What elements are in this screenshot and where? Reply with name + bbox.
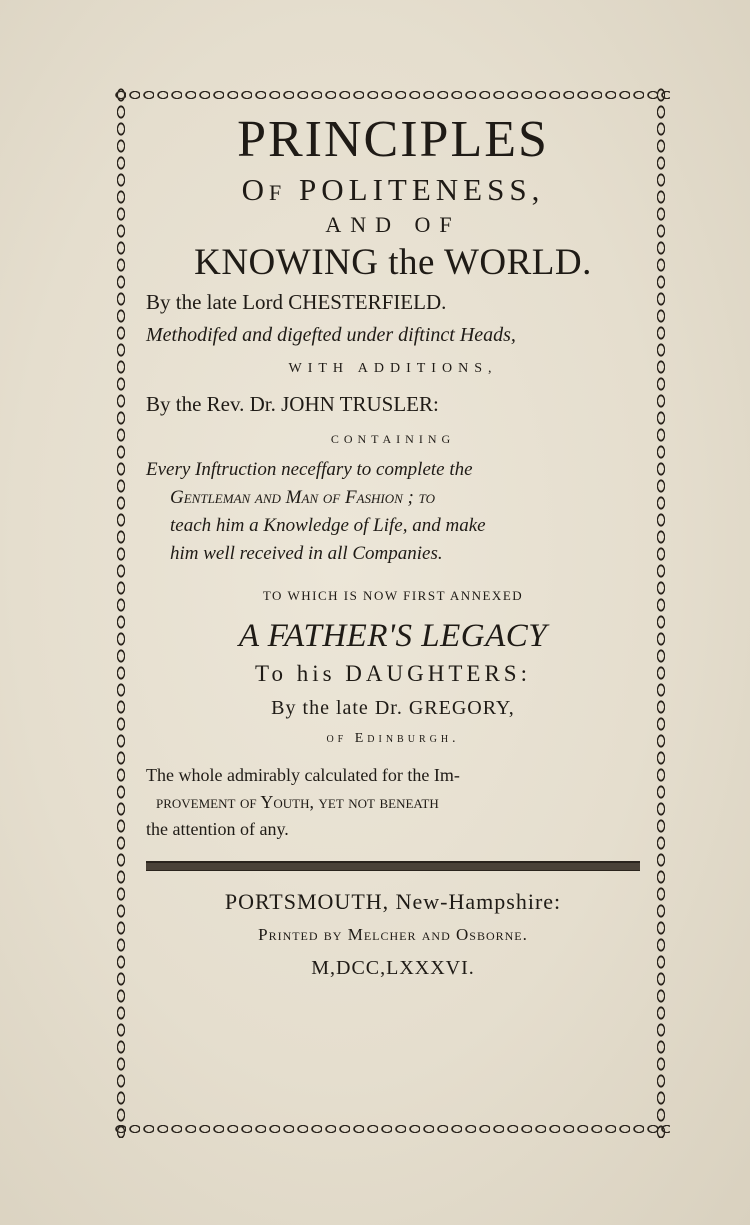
method-line: Methodifed and digefted under diftinct Heads,: [146, 324, 516, 346]
editor-line: By the Rev. Dr. JOHN TRUSLER:: [146, 392, 439, 416]
para2-line: provement of Youth, yet not beneath: [156, 792, 439, 812]
imprint-printer: Printed by Melcher and Osborne.: [258, 925, 528, 944]
border-top: [112, 86, 670, 104]
para1-line: Every Inftruction neceffary to complete the: [146, 459, 473, 480]
imprint-place: PORTSMOUTH, New-Hampshire:: [224, 889, 562, 914]
border-left: [112, 86, 130, 1138]
gregory-line: By the late Dr. GREGORY,: [271, 697, 515, 719]
author-line: By the late Lord CHESTERFIELD.: [146, 290, 447, 314]
daughters-line: To his DAUGHTERS:: [255, 661, 531, 686]
para2-line: the attention of any.: [146, 819, 289, 839]
contents-paragraph: [146, 456, 640, 568]
edinburgh-line: of Edinburgh.: [326, 731, 460, 746]
para1-line: teach him a Knowledge of Life, and make: [170, 515, 486, 536]
imprint-date: M,DCC,LXXXVI.: [311, 957, 475, 979]
book-title: PRINCIPLES: [237, 111, 549, 168]
para2-line: The whole admirably calculated for the Im-: [146, 765, 460, 785]
para1-line: him well received in all Companies.: [170, 543, 443, 564]
title-page-text: [146, 104, 640, 985]
annexed-line: TO WHICH IS NOW FIRST ANNEXED: [262, 588, 524, 603]
with-additions: WITH ADDITIONS,: [288, 361, 498, 376]
border-bottom: [112, 1120, 670, 1138]
subtitle-politeness: Of POLITENESS,: [241, 172, 545, 207]
divider-rule: [146, 861, 640, 871]
subtitle-and-of: AND OF: [325, 212, 461, 237]
closing-paragraph: [146, 762, 640, 843]
border-right: [652, 86, 670, 1138]
subtitle-knowing-world: KNOWING the WORLD.: [194, 242, 592, 283]
legacy-title: A FATHER'S LEGACY: [238, 618, 548, 654]
para1-line: Gentleman and Man of Fashion ; to: [170, 487, 435, 508]
containing-label: CONTAINING: [330, 432, 456, 446]
